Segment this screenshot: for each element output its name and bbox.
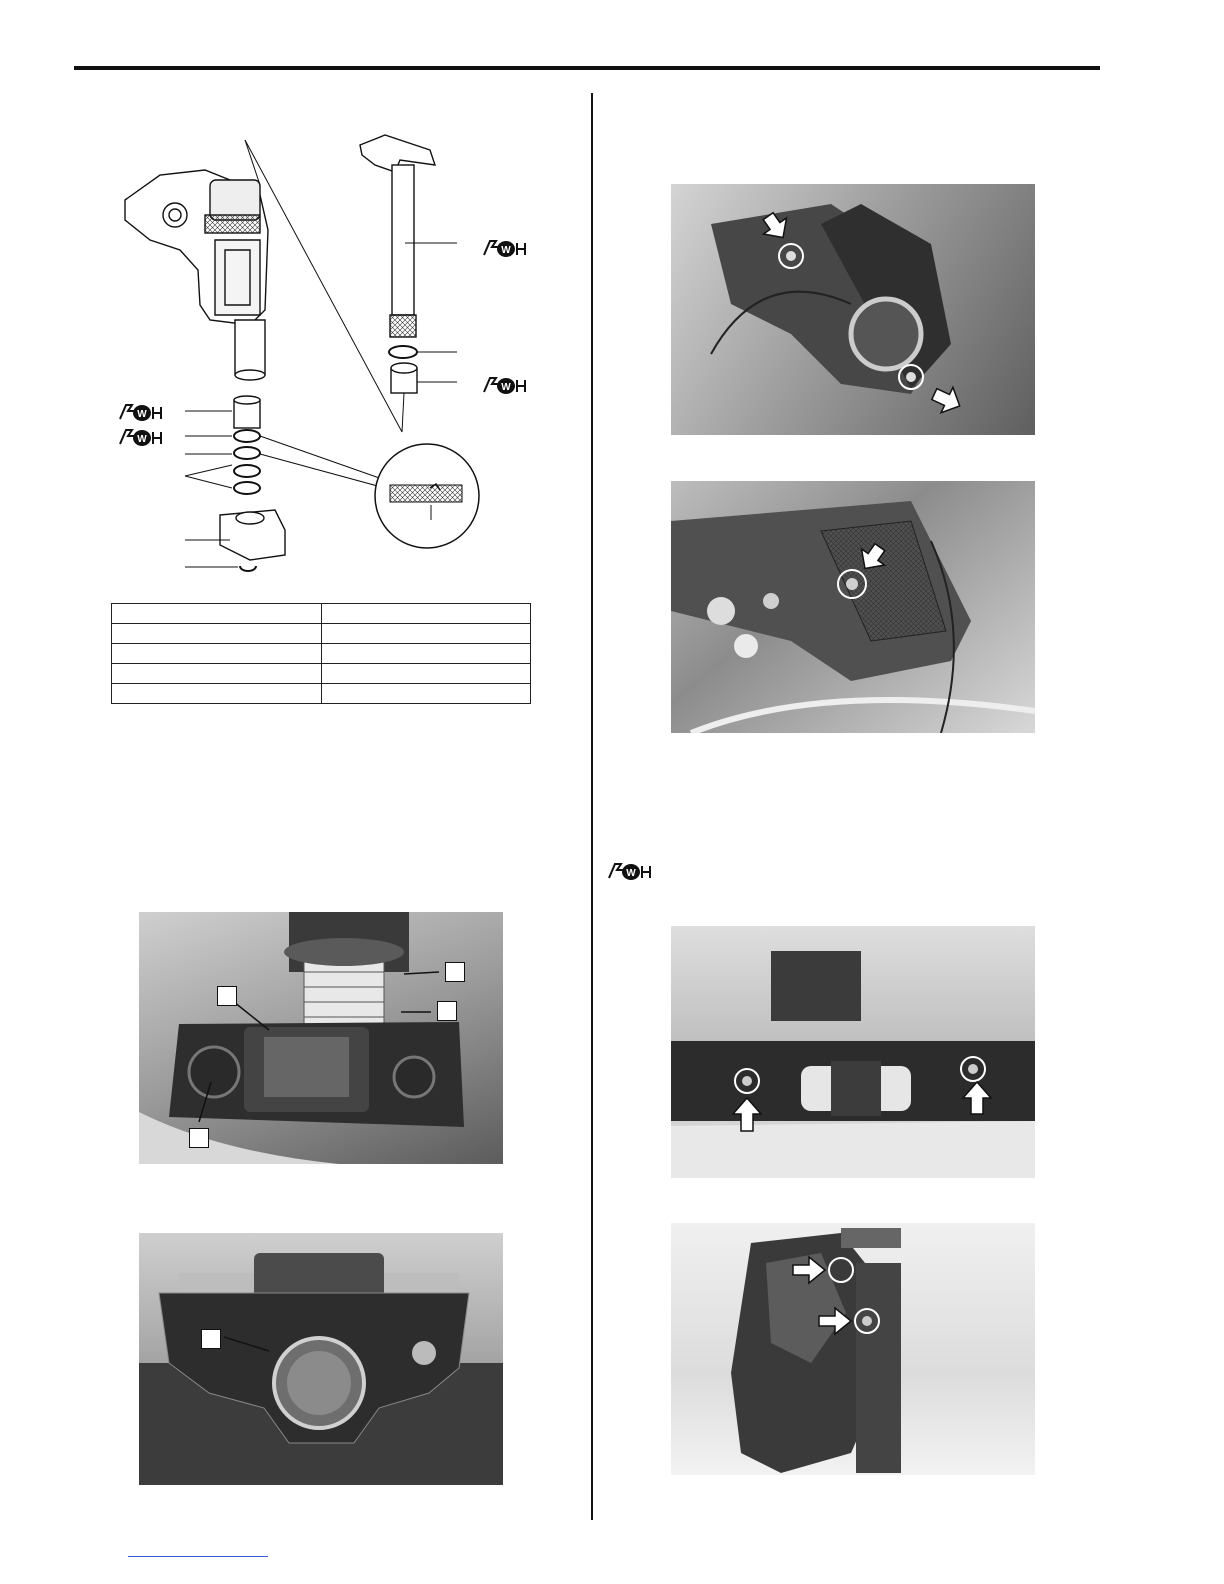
svg-text:W: W [137,434,147,445]
table-cell [321,684,531,704]
callout-label [437,1001,457,1021]
washer-stack [234,430,260,494]
table-row [112,644,531,664]
shaft-bolts-photo [671,926,1035,1178]
parts-table [111,603,531,704]
lower-mount-part [220,510,285,560]
table-row [112,624,531,644]
svg-text:W: W [501,245,511,256]
water-resistant-grease-icon [482,235,528,259]
footer-link[interactable] [128,1556,268,1557]
table-cell [321,604,531,624]
table-row [112,604,531,624]
bushing-part [234,396,260,428]
svg-text:W: W [626,868,636,879]
seal-detail-view [375,444,479,548]
table-cell [112,664,322,684]
table-cell [321,664,531,684]
svg-text:W: W [501,382,511,393]
side-bracket-photo [671,1223,1035,1475]
column-divider [591,93,593,1520]
water-resistant-grease-icon [482,372,528,396]
svg-text:W: W [137,409,147,420]
exploded-parts-diagram [100,120,560,590]
table-cell [112,604,322,624]
callout-label [189,1128,209,1148]
callout-label [445,962,465,982]
table-cell [321,644,531,664]
callout-label [201,1329,221,1349]
table-row [112,664,531,684]
mount-bottom-photo [139,1233,503,1485]
callout-label [217,986,237,1006]
table-cell [112,624,322,644]
table-cell [112,684,322,704]
steering-shaft-part [360,135,435,393]
circlip-part [240,566,256,571]
swivel-bracket-part [125,170,268,380]
water-resistant-grease-icon [118,424,164,448]
grille-bolt-photo [671,481,1035,733]
table-cell [321,624,531,644]
bracket-bolts-photo [671,184,1035,435]
water-resistant-grease-icon [118,399,164,423]
table-cell [112,644,322,664]
table-row [112,684,531,704]
lower-mount-photo [139,912,503,1164]
water-resistant-grease-icon [607,858,653,882]
header-rule [74,66,1100,70]
